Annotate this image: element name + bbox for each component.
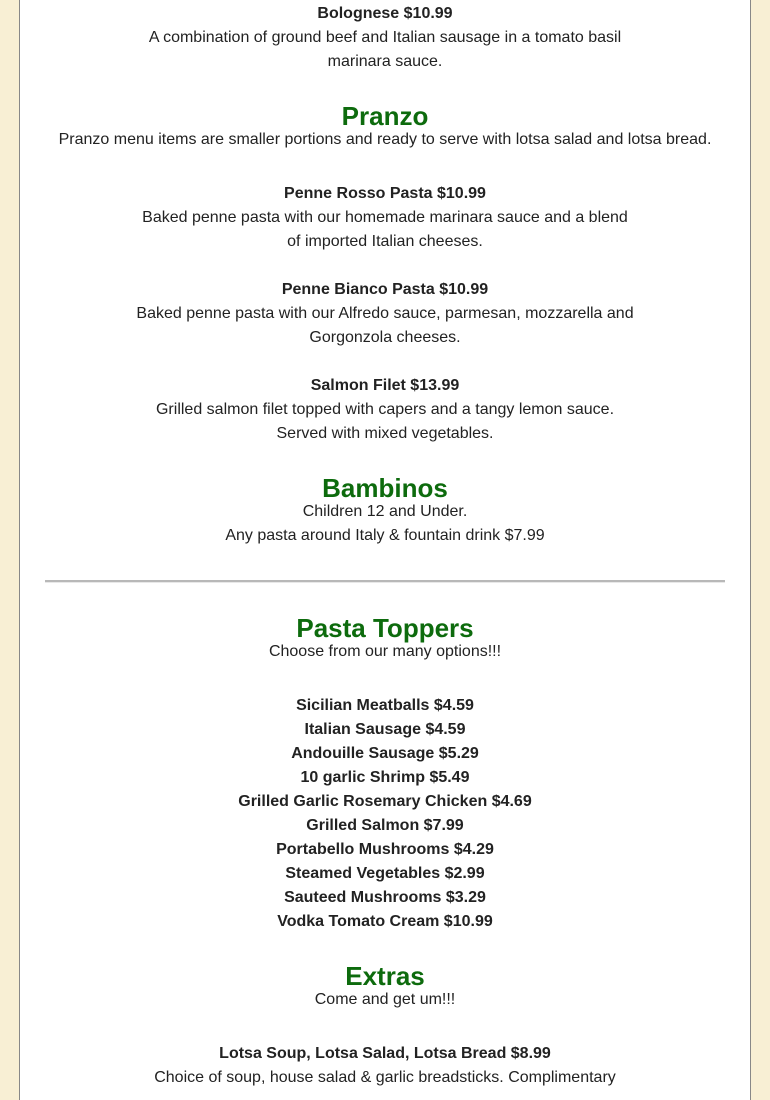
bolognese-desc-line2: marinara sauce. (327, 53, 443, 70)
menu-item-desc-line2: of imported Italian cheeses. (287, 233, 483, 250)
menu-item-desc-line2: Served with mixed vegetables. (276, 425, 494, 442)
bambinos-line1: Children 12 and Under. (302, 503, 468, 520)
menu-item-desc-line1: Grilled salmon filet topped with capers and a tangy lemon sauce. (155, 401, 615, 418)
topper-item: Portabello Mushrooms $4.29 (276, 841, 494, 858)
bambinos-line2: Any pasta around Italy & fountain drink $7.99 (225, 527, 545, 544)
bolognese-desc-line1: A combination of ground beef and Italian sausage in a tomato basil (148, 29, 622, 46)
topper-item: Andouille Sausage $5.29 (291, 745, 479, 762)
extras-intro: Come and get um!!! (314, 991, 456, 1008)
topper-item: 10 garlic Shrimp $5.49 (300, 769, 470, 786)
topper-item: Sauteed Mushrooms $3.29 (284, 889, 486, 906)
topper-item: Sicilian Meatballs $4.59 (296, 697, 474, 714)
menu-page (19, 0, 751, 1100)
bolognese-title: Bolognese $10.99 (317, 5, 453, 22)
pasta-toppers-intro: Choose from our many options!!! (268, 643, 502, 660)
section-divider (45, 580, 725, 583)
menu-item-title: Penne Rosso Pasta $10.99 (284, 185, 486, 202)
bambinos-heading: Bambinos (322, 473, 448, 503)
pranzo-intro: Pranzo menu items are smaller portions and ready to serve with lotsa salad and lotsa bread. (58, 131, 712, 148)
extras-heading: Extras (345, 961, 425, 991)
extras-item-desc: Choice of soup, house salad & garlic breadsticks. Complimentary (154, 1069, 616, 1086)
extras-item-title: Lotsa Soup, Lotsa Salad, Lotsa Bread $8.99 (219, 1045, 551, 1062)
pasta-toppers-heading: Pasta Toppers (296, 613, 474, 643)
topper-item: Vodka Tomato Cream $10.99 (277, 913, 493, 930)
topper-item: Grilled Garlic Rosemary Chicken $4.69 (238, 793, 532, 810)
menu-item-title: Penne Bianco Pasta $10.99 (281, 281, 489, 298)
topper-item: Grilled Salmon $7.99 (306, 817, 464, 834)
topper-item: Steamed Vegetables $2.99 (285, 865, 485, 882)
menu-item-title: Salmon Filet $13.99 (310, 377, 460, 394)
menu-item-desc-line1: Baked penne pasta with our Alfredo sauce, parmesan, mozzarella and (136, 305, 634, 322)
menu-item-desc-line2: Gorgonzola cheeses. (309, 329, 461, 346)
menu-item-desc-line1: Baked penne pasta with our homemade marinara sauce and a blend (142, 209, 628, 226)
topper-item: Italian Sausage $4.59 (304, 721, 466, 738)
pranzo-heading: Pranzo (341, 101, 429, 131)
